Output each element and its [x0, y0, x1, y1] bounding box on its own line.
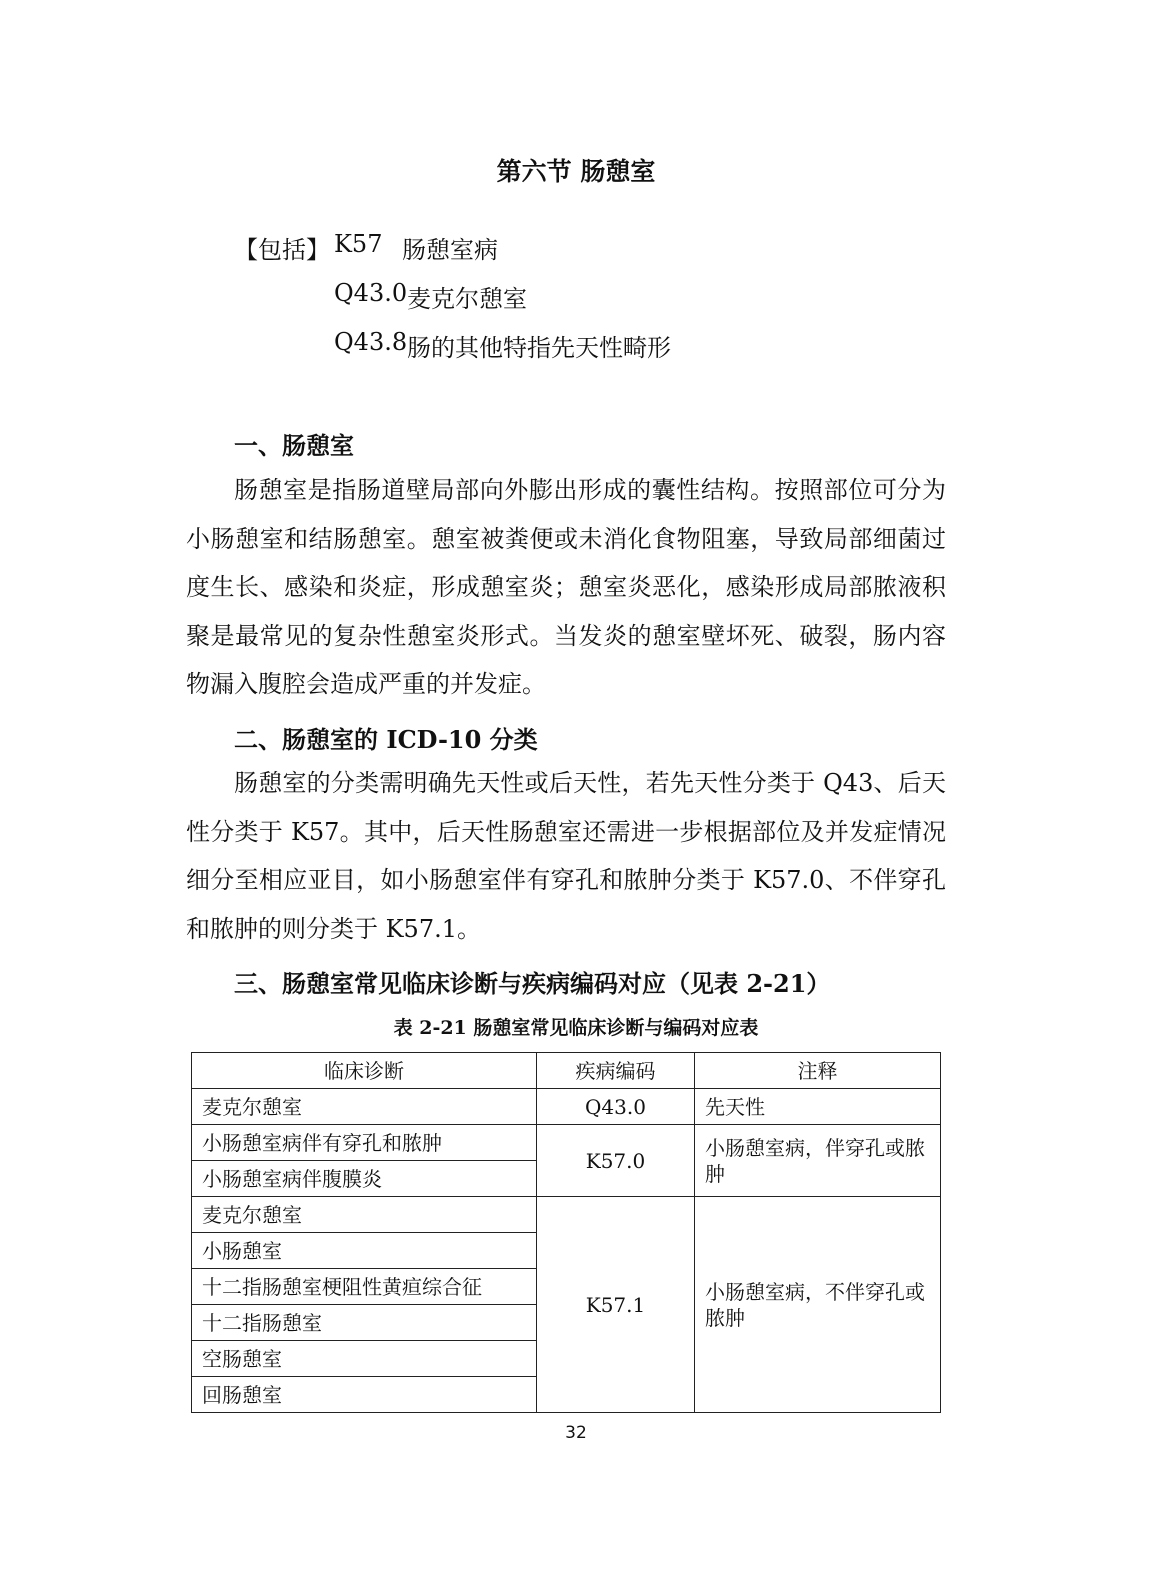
section-heading: 三、肠憩室常见临床诊断与疾病编码对应（见表 2-21） [234, 969, 831, 998]
code-cell: K57.1 [537, 1197, 695, 1413]
include-code: K57 [334, 230, 383, 258]
code-cell: K57.0 [537, 1125, 695, 1197]
section-heading: 二、肠憩室的 ICD-10 分类 [234, 725, 538, 754]
column-header: 注释 [695, 1053, 941, 1089]
diagnosis-cell: 十二指肠憩室 [192, 1305, 537, 1341]
diagnosis-code-table [191, 1052, 941, 1413]
table-row [192, 1197, 941, 1233]
column-header: 疾病编码 [537, 1053, 695, 1089]
include-code: Q43.0 [334, 279, 408, 307]
table-row [192, 1125, 941, 1161]
include-code: Q43.8 [334, 328, 408, 356]
diagnosis-cell: 小肠憩室病伴有穿孔和脓肿 [192, 1125, 537, 1161]
include-name: 麦克尔憩室 [407, 285, 527, 313]
note-cell: 小肠憩室病，伴穿孔或脓肿 [695, 1125, 941, 1197]
table-row [192, 1089, 941, 1125]
table-header-row [192, 1053, 941, 1089]
section-paragraph: 肠憩室的分类需明确先天性或后天性，若先天性分类于 Q43、后天性分类于 K57。其中，后天性肠憩室还需进一步根据部位及并发症情况细分至相应亚目，如小肠憩室伴有穿孔和脓肿分类于 K57.0、不伴穿孔和脓肿的则分类于 K57.1。 [186, 769, 946, 943]
include-name: 肠憩室病 [402, 236, 498, 264]
page-number: 32 [565, 1423, 587, 1443]
diagnosis-cell: 小肠憩室 [192, 1233, 537, 1269]
table-caption: 表 2-21 肠憩室常见临床诊断与编码对应表 [393, 1017, 759, 1039]
include-name: 肠的其他特指先天性畸形 [407, 334, 671, 362]
diagnosis-cell: 回肠憩室 [192, 1377, 537, 1413]
code-cell: Q43.0 [537, 1089, 695, 1125]
note-cell: 先天性 [695, 1089, 941, 1125]
column-header: 临床诊断 [192, 1053, 537, 1089]
includes-bracket: 【包括】 [234, 236, 330, 264]
diagnosis-cell: 空肠憩室 [192, 1341, 537, 1377]
diagnosis-cell: 麦克尔憩室 [192, 1089, 537, 1125]
section-title: 第六节 肠憩室 [496, 157, 656, 186]
diagnosis-cell: 小肠憩室病伴腹膜炎 [192, 1161, 537, 1197]
section-heading: 一、肠憩室 [234, 431, 354, 460]
diagnosis-cell: 十二指肠憩室梗阻性黄疸综合征 [192, 1269, 537, 1305]
section-paragraph: 肠憩室是指肠道壁局部向外膨出形成的囊性结构。按照部位可分为小肠憩室和结肠憩室。憩室被粪便或未消化食物阻塞，导致局部细菌过度生长、感染和炎症，形成憩室炎；憩室炎恶化，感染形成局部脓液积聚是最常见的复杂性憩室炎形式。当发炎的憩室壁坏死、破裂，肠内容物漏入腹腔会造成严重的并发症。 [186, 476, 946, 698]
diagnosis-cell: 麦克尔憩室 [192, 1197, 537, 1233]
note-cell: 小肠憩室病，不伴穿孔或脓肿 [695, 1197, 941, 1413]
